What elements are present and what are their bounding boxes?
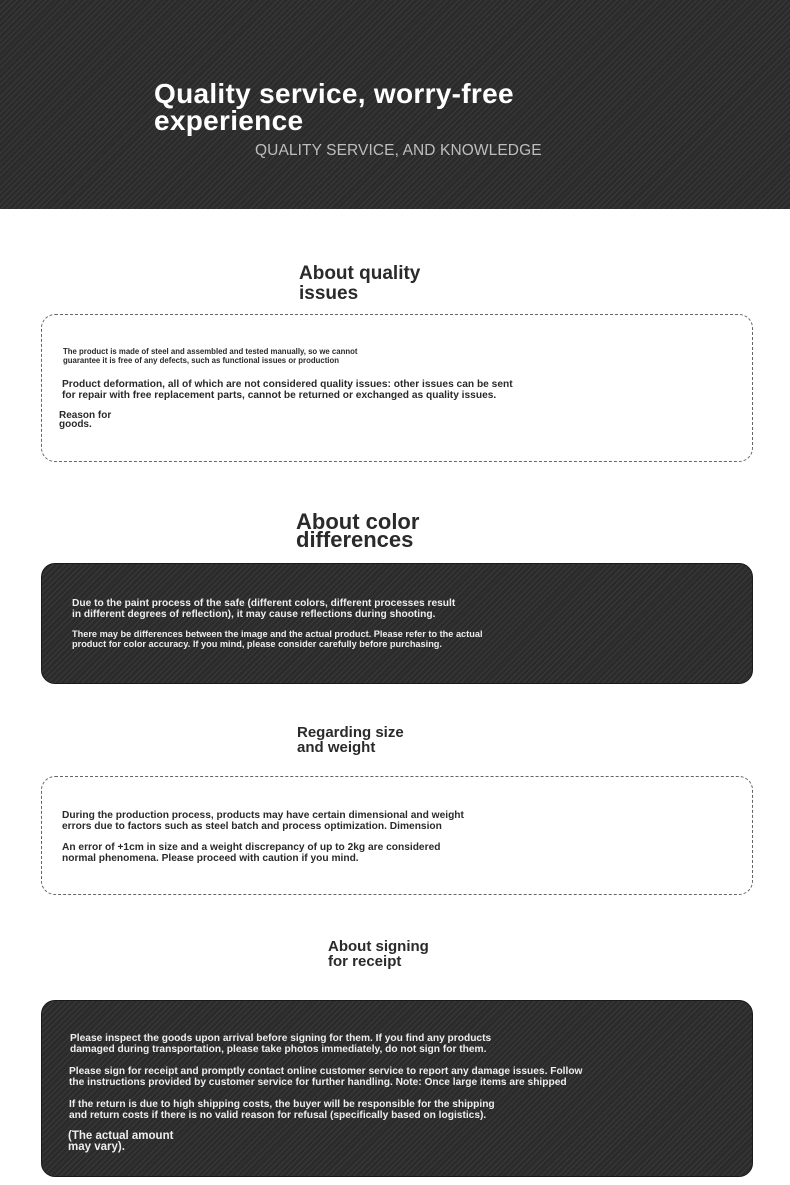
color-paragraph: Due to the paint process of the safe (different colors, different processes result in different degrees of reflection), it may cause reflections during shooting. bbox=[72, 598, 456, 620]
quality-notice-box bbox=[41, 314, 753, 462]
size-notice-box bbox=[41, 776, 753, 895]
receipt-paragraph: Please sign for receipt and promptly contact online customer service to report any damage issues. Follow the instructions provided by customer service for further handling. Note: Once large items are shipped bbox=[69, 1066, 583, 1088]
quality-paragraph: Reason for goods. bbox=[59, 410, 112, 430]
section-title-receipt: About signing for receipt bbox=[328, 938, 429, 970]
receipt-paragraph: (The actual amount may vary). bbox=[68, 1130, 174, 1153]
receipt-notice-box bbox=[41, 1000, 753, 1177]
banner-subtitle: QUALITY SERVICE, AND KNOWLEDGE bbox=[255, 142, 542, 159]
section-title-color: About color differences bbox=[296, 509, 420, 552]
header-banner bbox=[0, 0, 790, 209]
section-title-size: Regarding size and weight bbox=[297, 724, 404, 756]
size-paragraph: An error of +1cm in size and a weight discrepancy of up to 2kg are considered normal phenomena. Please proceed with caution if you mind. bbox=[62, 842, 441, 864]
quality-paragraph: Product deformation, all of which are not considered quality issues: other issues can be sent for repair with free replacement parts, cannot be returned or exchanged as quality issues. bbox=[62, 379, 513, 401]
receipt-paragraph: Please inspect the goods upon arrival before signing for them. If you find any products damaged during transportation, please take photos immediately, do not sign for them. bbox=[70, 1033, 492, 1055]
banner-title: Quality service, worry-free experience bbox=[154, 78, 514, 136]
size-paragraph: During the production process, products may have certain dimensional and weight errors due to factors such as steel batch and process optimization. Dimension bbox=[62, 810, 464, 832]
receipt-paragraph: If the return is due to high shipping costs, the buyer will be responsible for the shipping and return costs if there is no valid reason for refusal (specifically based on logistics). bbox=[69, 1099, 495, 1121]
color-paragraph: There may be differences between the image and the actual product. Please refer to the actual product for color accuracy. If you mind, please consider carefully before purchasing. bbox=[72, 629, 483, 649]
section-title-quality: About quality issues bbox=[299, 263, 421, 304]
quality-paragraph: The product is made of steel and assembled and tested manually, so we cannot guarantee it is free of any defects, such as functional issues or production bbox=[63, 347, 358, 365]
color-notice-box bbox=[41, 563, 753, 684]
